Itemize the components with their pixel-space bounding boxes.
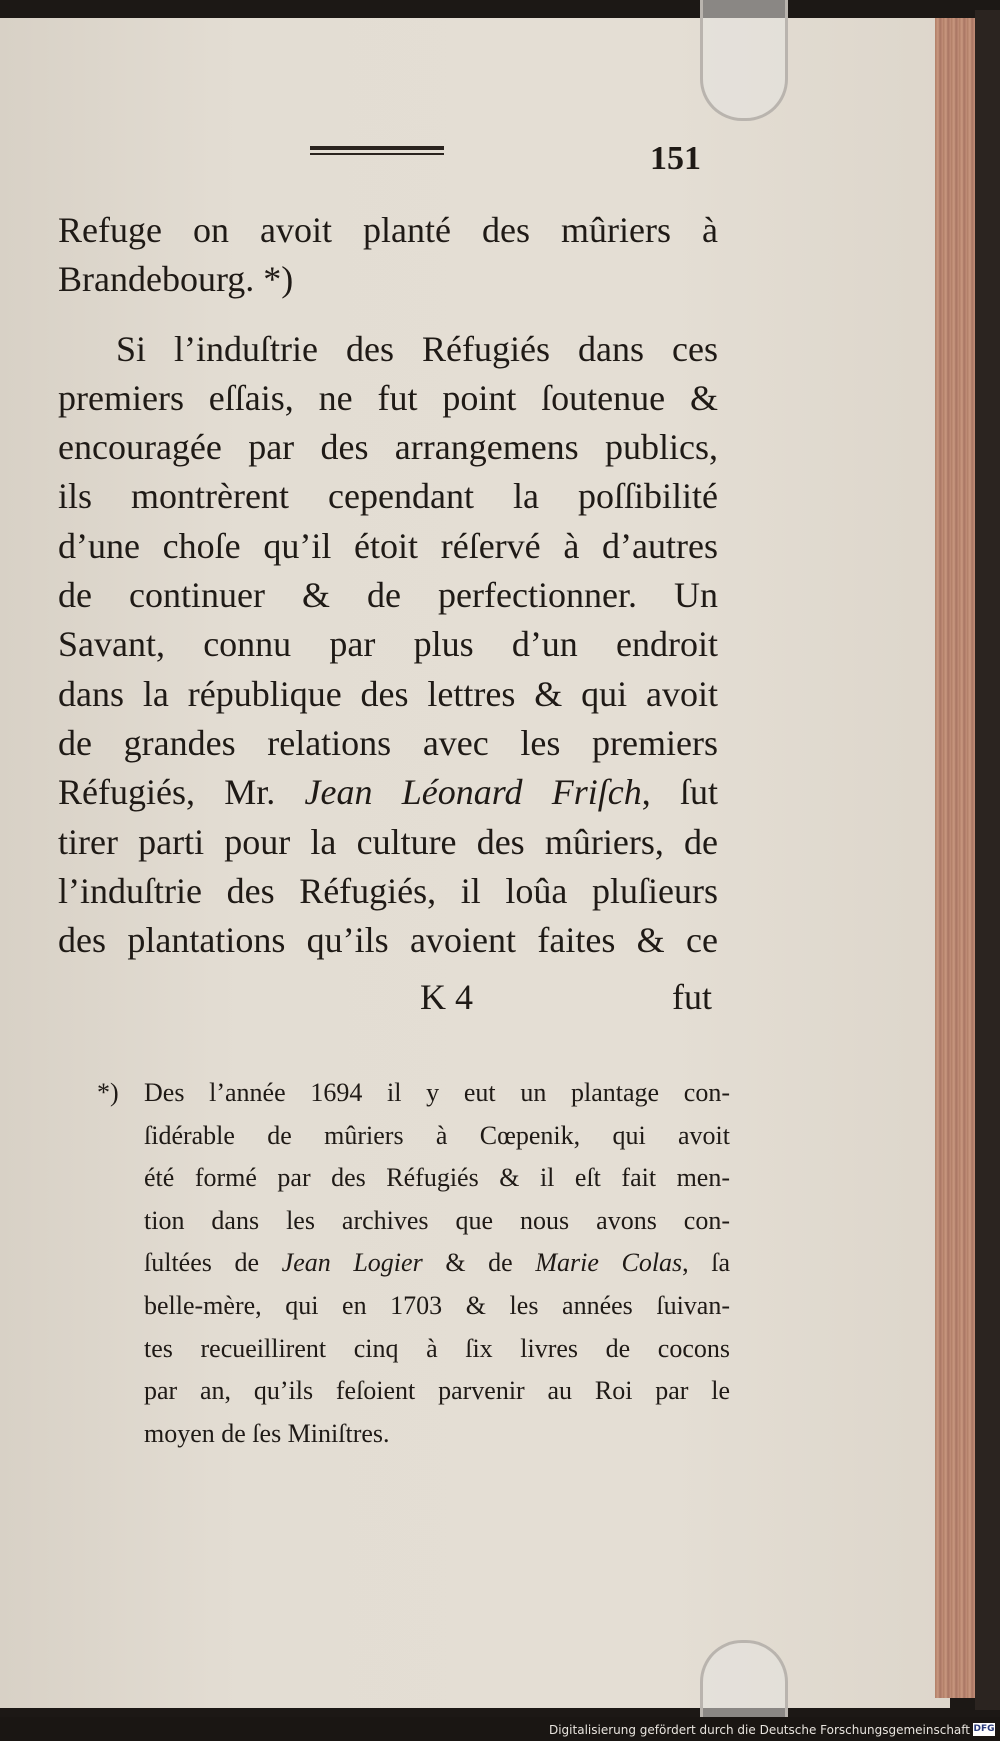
- person-name: Marie Colas: [535, 1248, 683, 1278]
- footnote-line: par an, qu’ils feſoient parvenir au Roi par le: [144, 1376, 730, 1406]
- footnote-line: tes recueillirent cinq à ſix livres de cocons: [144, 1333, 730, 1363]
- book-cover-edge: [975, 10, 1000, 1710]
- footnote: [97, 1072, 731, 1455]
- header-rule: [310, 146, 444, 158]
- footnote-line: tion dans les archives que nous avons con-: [144, 1205, 730, 1235]
- dfg-logo: DFG: [973, 1724, 995, 1734]
- footnote-line: [144, 1242, 730, 1285]
- body-line: d’une choſe qu’il étoit réſervé à d’autres: [58, 525, 718, 566]
- body-line: [58, 768, 718, 817]
- body-line: Brandebourg. *): [58, 259, 294, 300]
- digitization-credit: Digitalisierung gefördert durch die Deutsche Forschungsgemeinschaft: [548, 1723, 970, 1737]
- body-line: des plantations qu’ils avoient faites & ce: [58, 920, 718, 961]
- page-clip-top: [700, 0, 788, 121]
- person-name: Jean Logier: [281, 1248, 423, 1278]
- body-line-part: Réfugiés, Mr.: [58, 772, 276, 813]
- page-clip-bottom: [700, 1640, 788, 1723]
- footnote-part: ſultées de: [144, 1248, 260, 1278]
- footnote-line: été formé par des Réfugiés & il eſt fait men-: [144, 1163, 730, 1193]
- body-line: de grandes relations avec les premiers: [58, 722, 718, 763]
- footnote-part: & de: [445, 1248, 513, 1278]
- body-line: Savant, connu par plus d’un endroit: [58, 624, 718, 665]
- footnote-line: ſidérable de mûriers à Cœpenik, qui avoit: [144, 1120, 730, 1150]
- footnote-line: belle-mère, qui en 1703 & les années ſuivan-: [144, 1290, 730, 1320]
- footnote-marker: *): [97, 1078, 119, 1107]
- body-line: premiers eſſais, ne fut point ſoutenue &: [58, 377, 718, 418]
- person-name: Jean Léonard Friſch: [304, 772, 642, 813]
- body-line: Si l’induſtrie des Réfugiés dans ces: [116, 328, 718, 369]
- body-line: encouragée par des arrangemens publics,: [58, 427, 718, 468]
- body-line: l’induſtrie des Réfugiés, il loûa pluſieurs: [58, 870, 718, 911]
- body-line: dans la république des lettres & qui avoit: [58, 673, 718, 714]
- body-line-part: , ſut: [641, 772, 718, 813]
- body-line: de continuer & de perfectionner. Un: [58, 575, 718, 616]
- body-line: tirer parti pour la culture des mûriers, de: [58, 821, 718, 862]
- footnote-line: Des l’année 1694 il y eut un plantage con-: [144, 1078, 730, 1107]
- body-text: [58, 206, 718, 965]
- page-number: 151: [650, 140, 701, 177]
- footnote-part: , ſa: [682, 1248, 731, 1278]
- body-line: Refuge on avoit planté des mûriers à: [58, 210, 718, 250]
- catchword: fut: [672, 977, 712, 1017]
- signature-mark: K 4: [420, 977, 473, 1017]
- footnote-line: moyen de ſes Miniſtres.: [144, 1418, 390, 1448]
- body-line: ils montrèrent cependant la poſſibilité: [58, 476, 718, 517]
